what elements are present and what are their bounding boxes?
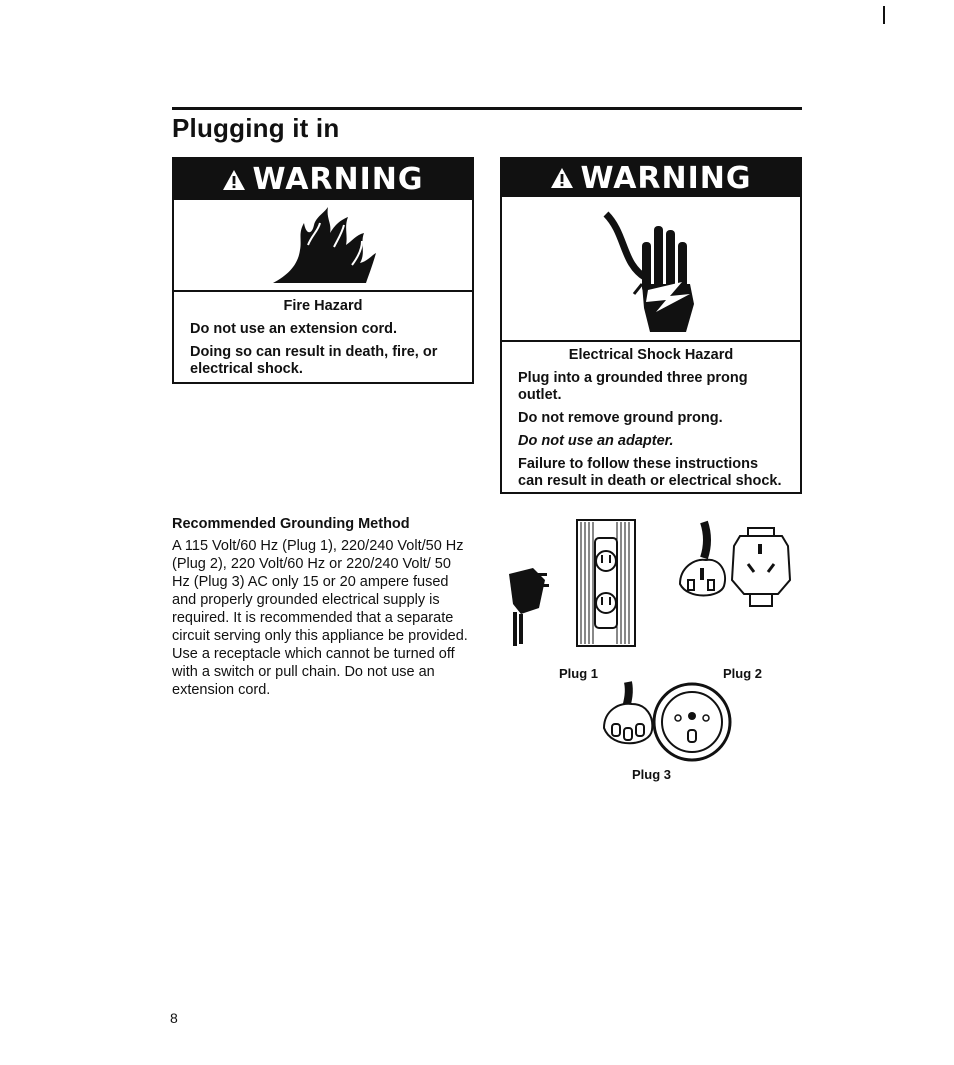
shock-warning-text: [502, 342, 800, 504]
warning-triangle-icon: [222, 169, 246, 191]
plug-3-label: Plug 3: [632, 767, 672, 782]
margin-change-bar: [883, 6, 885, 24]
shock-hazard-title: Electrical Shock Hazard: [568, 347, 734, 363]
shock-warning-line: Do not use an adapter.: [518, 433, 674, 449]
fire-warning-box: [172, 157, 474, 384]
shock-warning-heading: WARNING: [502, 159, 800, 197]
fire-hazard-title: Fire Hazard: [283, 298, 363, 314]
fire-warning-line: Doing so can result in death, fire, or electrical shock.: [190, 344, 438, 377]
page-title: Plugging it in: [172, 113, 340, 143]
electric-shock-hand-icon: [586, 204, 716, 334]
plug-3-outlet-icon: [600, 680, 735, 765]
shock-pictogram: [502, 197, 800, 342]
fire-pictogram: [174, 200, 472, 292]
fire-warning-line: Do not use an extension cord.: [190, 321, 398, 337]
plug-2-outlet-icon: [674, 518, 794, 613]
page-number: 8: [170, 1010, 178, 1026]
grounding-body: A 115 Volt/60 Hz (Plug 1), 220/240 Volt/50 Hz (Plug 2), 220 Volt/60 Hz or 220/240 Volt/ 50 Hz (Plug 3) AC only 15 or 20 ampere fused and properly grounded electrical supply is required. It is recommended that a separate circuit serving only this appliance be provided. Use a receptacle which cannot be turned off with a switch or pull chain. Do not use an extension cord.: [172, 538, 468, 698]
shock-warning-box: [500, 157, 802, 494]
fire-icon: [268, 205, 378, 285]
shock-warning-line: Plug into a grounded three prong outlet.: [518, 370, 748, 403]
grounding-heading: Recommended Grounding Method: [172, 516, 410, 532]
plug-2-label: Plug 2: [723, 666, 763, 681]
section-rule: [172, 107, 802, 110]
plug-1-label: Plug 1: [559, 666, 599, 681]
shock-warning-line: Failure to follow these instructions can result in death or electrical shock.: [518, 456, 782, 489]
plug-1-outlet-icon: [505, 518, 640, 653]
fire-warning-heading: WARNING: [174, 159, 472, 200]
fire-warning-text: [174, 292, 472, 392]
warning-triangle-icon: [550, 167, 574, 189]
shock-warning-line: Do not remove ground prong.: [518, 410, 723, 426]
